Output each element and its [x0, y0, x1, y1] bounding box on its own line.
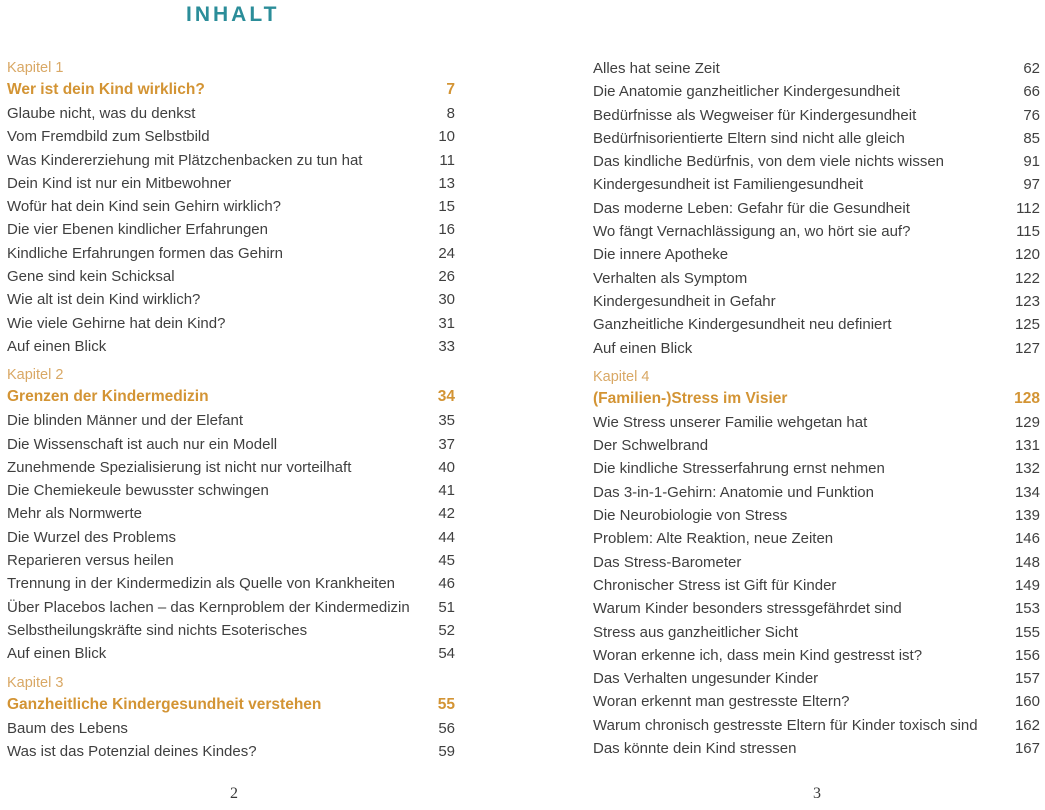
- toc-entry: [7, 456, 455, 479]
- toc-entry-page-number: 8: [446, 105, 455, 122]
- toc-entry-title: Das Stress-Barometer: [593, 553, 742, 571]
- toc-entry-page-number: 127: [1014, 339, 1040, 357]
- toc-entry: [7, 242, 455, 265]
- chapter-page-number: 55: [437, 695, 455, 713]
- toc-entry: [7, 526, 455, 549]
- toc-entry-page-number: 35: [438, 412, 455, 430]
- chapter-label: Kapitel 2: [7, 367, 64, 384]
- toc-entry-page-number: 11: [439, 151, 455, 169]
- toc-entry-page-number: 10: [438, 128, 455, 146]
- toc-entry-title: Wie viele Gehirne hat dein Kind?: [7, 314, 226, 332]
- toc-entry-page-number: 149: [1014, 576, 1040, 594]
- toc-entry: [7, 572, 455, 595]
- toc-entry-page-number: 120: [1014, 246, 1040, 264]
- toc-entry: [593, 57, 1040, 80]
- toc-entry: [593, 551, 1040, 574]
- toc-entry-page-number: 76: [1023, 106, 1040, 124]
- toc-entry-title: Das Verhalten ungesunder Kinder: [593, 670, 819, 688]
- toc-entry-title: Alles hat seine Zeit: [593, 60, 720, 77]
- toc-entry-title: Wofür hat dein Kind sein Gehirn wirklich?: [7, 198, 282, 216]
- toc-entry: [593, 457, 1040, 480]
- toc-entry: [593, 197, 1040, 220]
- toc-entry-title: Auf einen Blick: [7, 337, 107, 355]
- page-number-right: 3: [813, 785, 821, 802]
- toc-entry: [7, 479, 455, 502]
- toc-entry-title: Chronischer Stress ist Gift für Kinder: [593, 576, 837, 594]
- toc-entry-page-number: 46: [438, 575, 455, 593]
- toc-entry: [593, 434, 1040, 457]
- toc-entry-page-number: 146: [1014, 530, 1040, 548]
- toc-entry-page-number: 123: [1014, 292, 1040, 310]
- toc-entry-title: Baum des Lebens: [7, 719, 128, 737]
- toc-entry-title: Mehr als Normwerte: [7, 505, 143, 523]
- toc-entry-title: Bedürfnisorientierte Eltern sind nicht alle gleich: [593, 129, 905, 147]
- toc-entry-title: Glaube nicht, was du denkst: [7, 105, 196, 122]
- toc-entry-title: Dein Kind ist nur ein Mitbewohner: [7, 174, 232, 192]
- toc-entry-page-number: 115: [1016, 223, 1040, 241]
- toc-entry-page-number: 51: [438, 598, 455, 616]
- toc-entry: [7, 288, 455, 311]
- toc-entry-page-number: 131: [1014, 437, 1040, 455]
- toc-entry-title: Reparieren versus heilen: [7, 552, 174, 570]
- toc-column-left: [7, 59, 455, 763]
- toc-entry: [593, 690, 1040, 713]
- toc-entry-page-number: 129: [1014, 413, 1040, 431]
- toc-entry-page-number: 42: [438, 505, 455, 523]
- toc-entry-page-number: 160: [1014, 693, 1040, 711]
- toc-entry: [593, 504, 1040, 527]
- toc-entry: [7, 265, 455, 288]
- toc-entry: [593, 243, 1040, 266]
- toc-entry-page-number: 134: [1014, 483, 1040, 501]
- toc-entry: [593, 621, 1040, 644]
- toc-entry-title: Das moderne Leben: Gefahr für die Gesundheit: [593, 199, 910, 217]
- toc-entry-title: Was ist das Potenzial deines Kindes?: [7, 742, 257, 760]
- toc-entry-title: Wie Stress unserer Familie wehgetan hat: [593, 413, 868, 431]
- chapter-title-row: [7, 693, 455, 717]
- toc-entry-title: Das 3-in-1-Gehirn: Anatomie und Funktion: [593, 483, 874, 501]
- toc-entry-title: Kindergesundheit in Gefahr: [593, 292, 776, 310]
- toc-entry-page-number: 37: [438, 435, 455, 453]
- chapter-label: Kapitel 1: [7, 60, 64, 76]
- toc-entry-title: Warum Kinder besonders stressgefährdet sind: [593, 600, 902, 618]
- toc-entry: [7, 642, 455, 665]
- toc-entry-page-number: 33: [438, 337, 455, 355]
- toc-entry-title: Die Anatomie ganzheitlicher Kindergesundheit: [593, 83, 900, 101]
- toc-entry-page-number: 41: [438, 482, 455, 500]
- page-title: INHALT: [186, 3, 280, 26]
- toc-entry-page-number: 26: [438, 268, 455, 286]
- toc-entry-page-number: 157: [1014, 670, 1040, 688]
- toc-entry-page-number: 167: [1014, 740, 1040, 758]
- toc-entry-page-number: 156: [1014, 646, 1040, 664]
- toc-entry: [593, 527, 1040, 550]
- toc-entry-page-number: 54: [438, 645, 455, 663]
- toc-entry-title: Die innere Apotheke: [593, 246, 729, 264]
- chapter-title: Ganzheitliche Kindergesundheit verstehen: [7, 695, 322, 713]
- toc-entry-title: Kindliche Erfahrungen formen das Gehirn: [7, 244, 283, 262]
- toc-entry-page-number: 148: [1014, 553, 1040, 571]
- toc-entry-title: Warum chronisch gestresste Eltern für Kinder toxisch sind: [593, 716, 978, 734]
- toc-entry: [593, 644, 1040, 667]
- toc-entry: [7, 596, 455, 619]
- toc-entry-page-number: 40: [438, 458, 455, 476]
- toc-entry-page-number: 91: [1023, 153, 1040, 171]
- toc-entry-page-number: 155: [1014, 623, 1040, 641]
- chapter-page-number: 7: [446, 81, 455, 98]
- toc-entry-title: Stress aus ganzheitlicher Sicht: [593, 623, 799, 641]
- toc-entry: [593, 313, 1040, 336]
- toc-entry-page-number: 31: [438, 314, 455, 332]
- page-number-left: 2: [230, 785, 238, 802]
- toc-entry-title: Wo fängt Vernachlässigung an, wo hört sie auf?: [593, 223, 911, 241]
- toc-entry-title: Die kindliche Stresserfahrung ernst nehmen: [593, 460, 885, 478]
- toc-entry-page-number: 97: [1023, 176, 1040, 194]
- toc-entry-page-number: 153: [1014, 600, 1040, 618]
- toc-entry-title: Die vier Ebenen kindlicher Erfahrungen: [7, 221, 268, 239]
- chapter-title-row: [7, 385, 455, 409]
- toc-entry-title: Auf einen Blick: [593, 339, 693, 357]
- toc-entry-title: Auf einen Blick: [7, 645, 107, 663]
- toc-entry: [7, 125, 455, 148]
- toc-entry-page-number: 85: [1023, 129, 1040, 147]
- toc-entry-page-number: 125: [1014, 316, 1040, 334]
- chapter-label: Kapitel 4: [593, 368, 650, 385]
- toc-entry: [593, 104, 1040, 127]
- toc-entry-page-number: 56: [438, 719, 455, 737]
- toc-entry: [7, 433, 455, 456]
- toc-entry-page-number: 162: [1014, 716, 1040, 734]
- toc-entry: [7, 102, 455, 125]
- toc-entry: [593, 737, 1040, 760]
- toc-entry-page-number: 139: [1014, 507, 1040, 525]
- toc-entry-title: Das kindliche Bedürfnis, von dem viele nichts wissen: [593, 153, 944, 171]
- toc-entry: [593, 80, 1040, 103]
- toc-entry-page-number: 62: [1023, 60, 1040, 77]
- toc-entry: [7, 149, 455, 172]
- toc-entry: [7, 195, 455, 218]
- toc-entry-title: Kindergesundheit ist Familiengesundheit: [593, 176, 864, 194]
- toc-entry: [593, 411, 1040, 434]
- toc-entry-page-number: 30: [438, 291, 455, 309]
- toc-entry: [593, 337, 1040, 360]
- toc-entry-title: Problem: Alte Reaktion, neue Zeiten: [593, 530, 834, 548]
- toc-entry-title: Woran erkenne ich, dass mein Kind gestresst ist?: [593, 646, 923, 664]
- toc-entry-title: Woran erkennt man gestresste Eltern?: [593, 693, 850, 711]
- toc-entry: [7, 717, 455, 740]
- toc-entry: [593, 127, 1040, 150]
- toc-entry-page-number: 15: [438, 198, 455, 216]
- chapter-page-number: 34: [437, 388, 455, 406]
- toc-entry-title: Gene sind kein Schicksal: [7, 268, 175, 286]
- toc-entry-title: Ganzheitliche Kindergesundheit neu definiert: [593, 316, 892, 334]
- toc-entry: [7, 218, 455, 241]
- chapter-title-row: [593, 387, 1040, 411]
- toc-entry-title: Die blinden Männer und der Elefant: [7, 412, 243, 430]
- toc-entry: [7, 312, 455, 335]
- toc-entry-page-number: 44: [438, 528, 455, 546]
- toc-entry-title: Zunehmende Spezialisierung ist nicht nur vorteilhaft: [7, 458, 352, 476]
- toc-entry: [593, 173, 1040, 196]
- toc-entry: [593, 150, 1040, 173]
- toc-entry-page-number: 45: [438, 552, 455, 570]
- toc-entry-page-number: 24: [438, 244, 455, 262]
- toc-entry: [593, 597, 1040, 620]
- chapter-label: Kapitel 3: [7, 674, 64, 691]
- chapter-heading: [7, 366, 455, 409]
- toc-entry-page-number: 52: [438, 621, 455, 639]
- toc-entry: [7, 740, 455, 763]
- toc-entry: [7, 619, 455, 642]
- toc-entry: [593, 481, 1040, 504]
- toc-entry-title: Das könnte dein Kind stressen: [593, 740, 797, 758]
- chapter-title-row: [7, 78, 455, 102]
- toc-entry-page-number: 112: [1016, 199, 1040, 217]
- toc-entry: [7, 549, 455, 572]
- toc-entry-page-number: 66: [1023, 83, 1040, 101]
- toc-entry-title: Die Wissenschaft ist auch nur ein Modell: [7, 435, 278, 453]
- toc-entry-page-number: 59: [438, 742, 455, 760]
- toc-entry: [593, 290, 1040, 313]
- chapter-title: (Familien-)Stress im Visier: [593, 389, 788, 407]
- toc-entry-title: Verhalten als Symptom: [593, 269, 748, 287]
- toc-entry: [7, 502, 455, 525]
- toc-entry: [7, 172, 455, 195]
- toc-entry-title: Vom Fremdbild zum Selbstbild: [7, 128, 210, 146]
- toc-entry: [593, 220, 1040, 243]
- toc-entry-title: Bedürfnisse als Wegweiser für Kindergesundheit: [593, 106, 917, 124]
- chapter-title: Grenzen der Kindermedizin: [7, 388, 209, 406]
- toc-entry-title: Die Neurobiologie von Stress: [593, 507, 788, 525]
- chapter-heading: [7, 59, 455, 102]
- toc-entry-title: Über Placebos lachen – das Kernproblem der Kindermedizin: [7, 598, 410, 616]
- chapter-heading: [593, 368, 1040, 411]
- toc-column-right: [593, 57, 1040, 760]
- chapter-page-number: 128: [1014, 389, 1040, 407]
- toc-entry: [7, 335, 455, 358]
- toc-entry-title: Die Chemiekeule bewusster schwingen: [7, 482, 269, 500]
- toc-entry: [7, 409, 455, 432]
- toc-entry: [593, 574, 1040, 597]
- toc-entry-title: Wie alt ist dein Kind wirklich?: [7, 291, 201, 309]
- toc-entry-page-number: 13: [438, 174, 455, 192]
- toc-entry: [593, 667, 1040, 690]
- toc-entry-title: Die Wurzel des Problems: [7, 528, 176, 546]
- toc-entry-page-number: 122: [1014, 269, 1040, 287]
- toc-entry-page-number: 16: [438, 221, 455, 239]
- chapter-heading: [7, 674, 455, 717]
- toc-entry-title: Der Schwelbrand: [593, 437, 709, 455]
- toc-entry-title: Was Kindererziehung mit Plätzchenbacken zu tun hat: [7, 151, 363, 169]
- toc-entry: [593, 267, 1040, 290]
- toc-entry: [593, 714, 1040, 737]
- chapter-title: Wer ist dein Kind wirklich?: [7, 81, 205, 98]
- toc-entry-title: Selbstheilungskräfte sind nichts Esoterisches: [7, 621, 308, 639]
- toc-entry-title: Trennung in der Kindermedizin als Quelle von Krankheiten: [7, 575, 396, 593]
- toc-entry-page-number: 132: [1014, 460, 1040, 478]
